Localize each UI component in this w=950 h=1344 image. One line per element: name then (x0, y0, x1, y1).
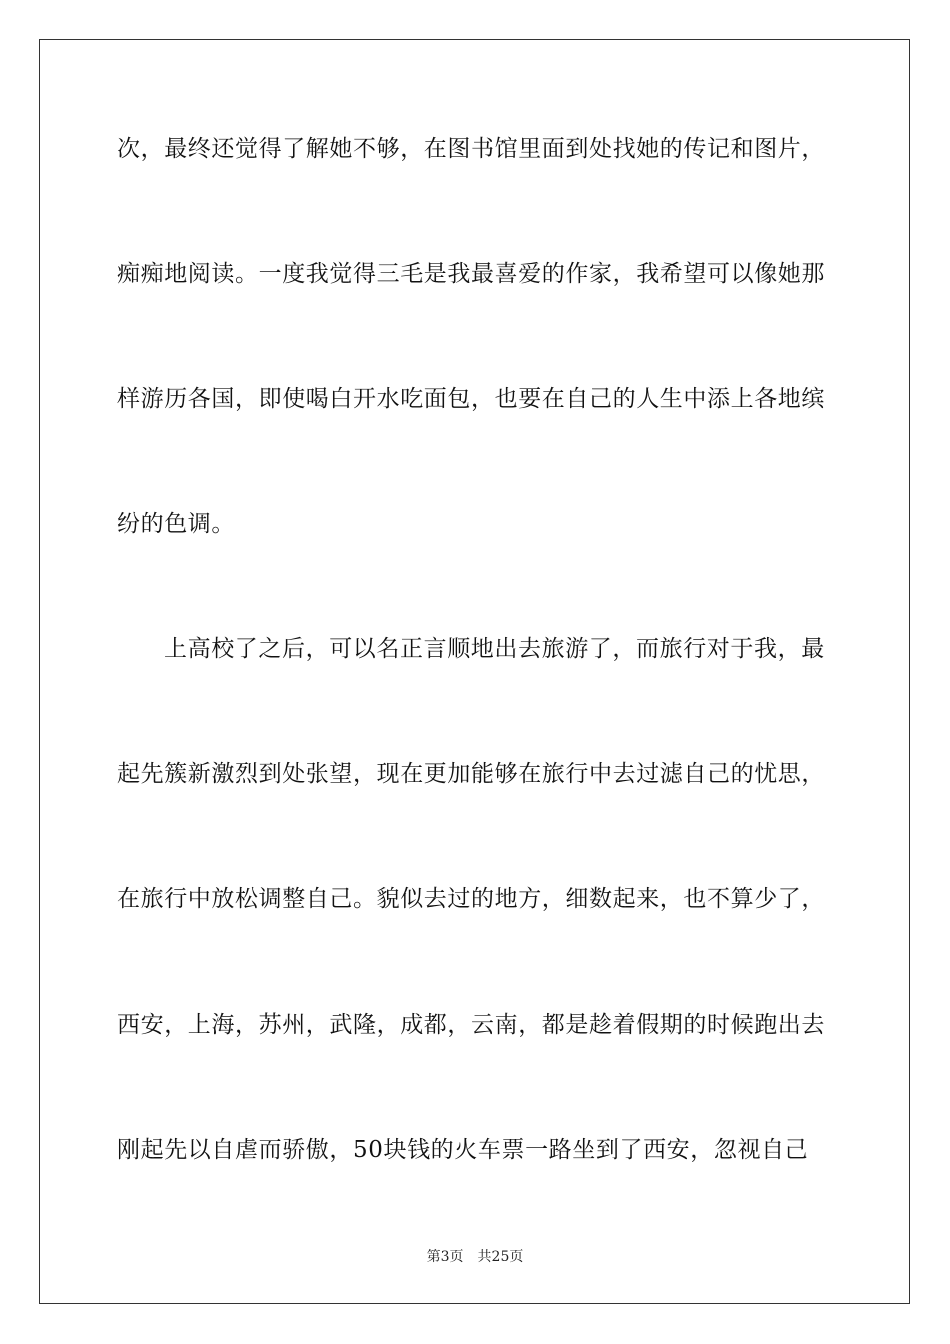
text-line-7: 在旅行中放松调整自己。貌似去过的地方，细数起来，也不算少了， (117, 886, 825, 912)
text-line-3: 样游历各国，即使喝白开水吃面包，也要在自己的人生中添上各地缤 (117, 386, 825, 412)
text-line-6: 起先簇新激烈到处张望，现在更加能够在旅行中去过滤自己的忧思， (117, 761, 825, 787)
page-footer (0, 1248, 950, 1266)
text-line-9: 刚起先以自虐而骄傲，50块钱的火车票一路坐到了西安，忽视自己 (117, 1137, 809, 1163)
page-border (39, 39, 910, 1304)
current-page-number: 第3页 (426, 1249, 464, 1265)
text-line-4: 纷的色调。 (117, 511, 235, 537)
text-line-8: 西安，上海，苏州，武隆，成都，云南，都是趁着假期的时候跑出去 (117, 1012, 825, 1038)
text-line-1: 次，最终还觉得了解她不够，在图书馆里面到处找她的传记和图片， (117, 136, 825, 162)
text-line-2: 痴痴地阅读。一度我觉得三毛是我最喜爱的作家，我希望可以像她那 (117, 261, 825, 287)
total-page-count: 共25页 (477, 1249, 524, 1265)
text-line-5: 上高校了之后，可以名正言顺地出去旅游了，而旅行对于我，最 (164, 636, 825, 662)
